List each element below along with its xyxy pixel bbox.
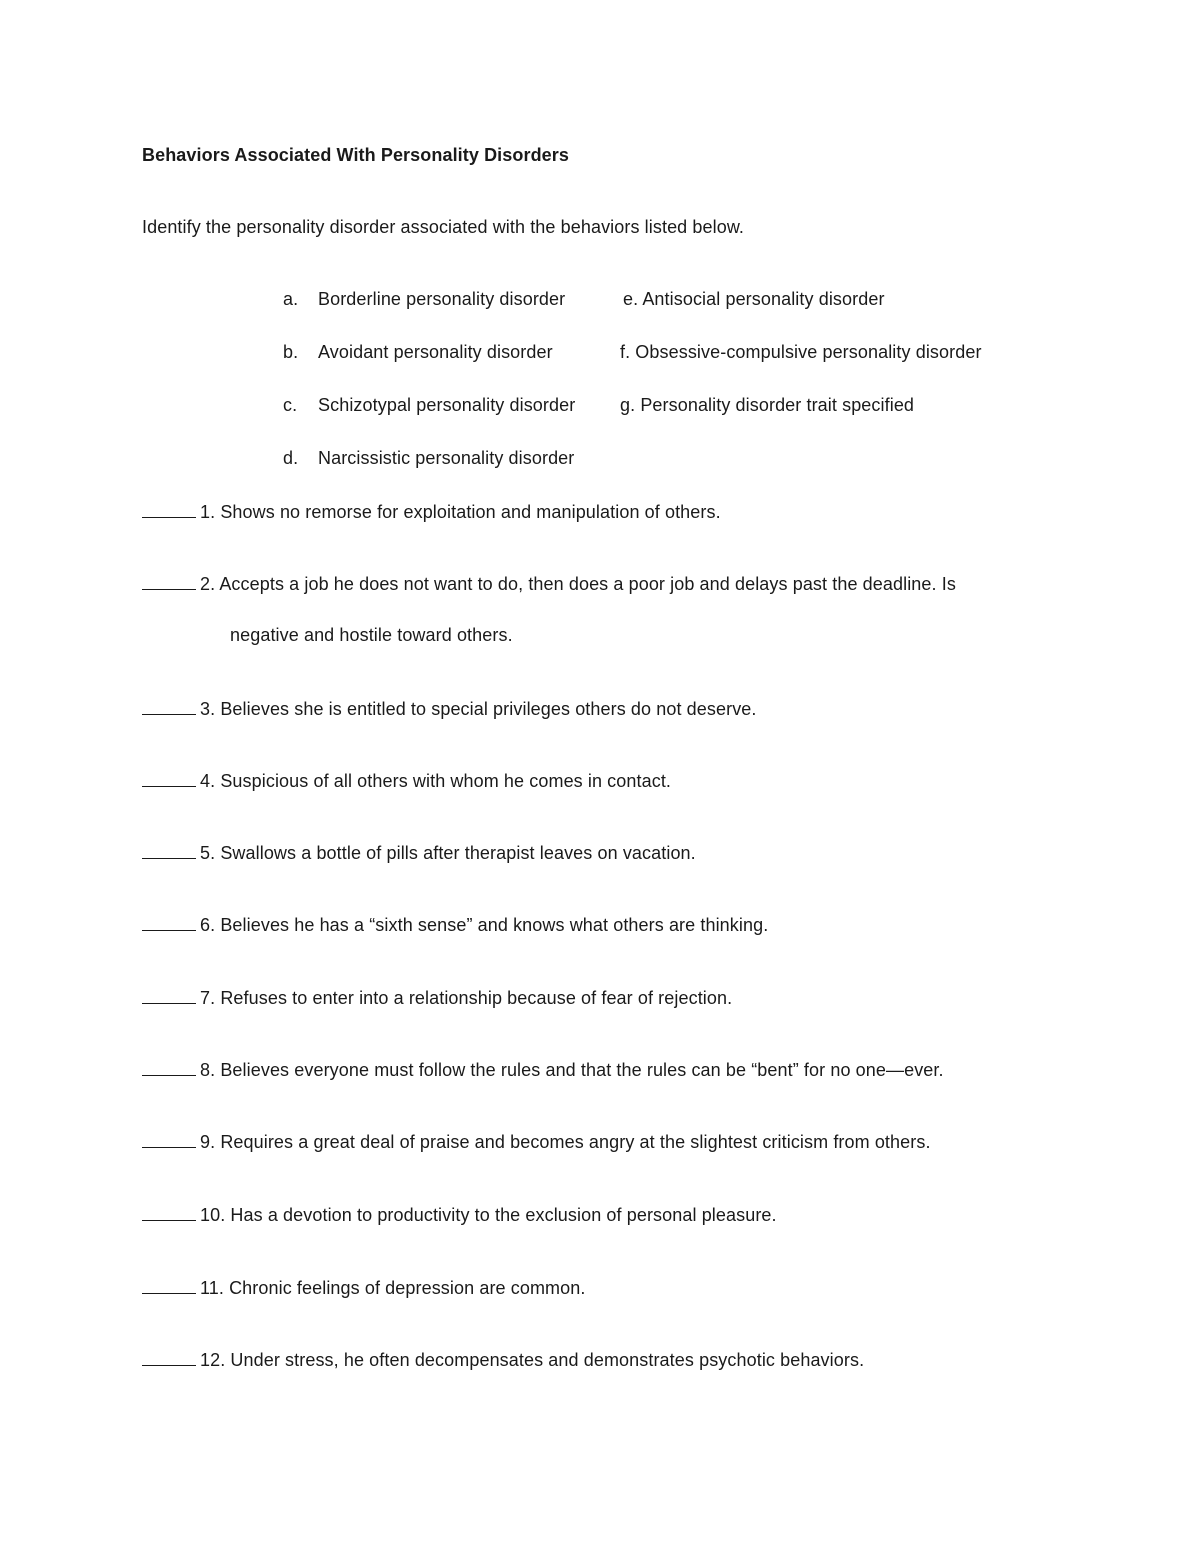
answer-blank[interactable] bbox=[142, 698, 196, 715]
question-text: 6. Believes he has a “sixth sense” and knows what others are thinking. bbox=[200, 915, 769, 935]
question-11 bbox=[142, 1277, 585, 1299]
option-e: e. Antisocial personality disorder bbox=[623, 289, 885, 309]
question-4 bbox=[142, 770, 671, 792]
question-text: 2. Accepts a job he does not want to do, then does a poor job and delays past the deadline. Is bbox=[200, 574, 956, 594]
question-text: 5. Swallows a bottle of pills after therapist leaves on vacation. bbox=[200, 843, 696, 863]
question-text: 4. Suspicious of all others with whom he comes in contact. bbox=[200, 771, 672, 791]
question-10 bbox=[142, 1204, 777, 1226]
answer-blank[interactable] bbox=[142, 914, 196, 931]
option-text: Avoidant personality disorder bbox=[318, 342, 553, 362]
question-9 bbox=[142, 1131, 931, 1153]
answer-blank[interactable] bbox=[142, 770, 196, 787]
question-text: 8. Believes everyone must follow the rules and that the rules can be “bent” for no one—ever. bbox=[200, 1060, 944, 1080]
option-text: Narcissistic personality disorder bbox=[318, 448, 575, 468]
answer-blank[interactable] bbox=[142, 1204, 196, 1221]
answer-blank[interactable] bbox=[142, 1059, 196, 1076]
question-5 bbox=[142, 842, 696, 864]
question-2 bbox=[142, 573, 956, 595]
question-text: 9. Requires a great deal of praise and becomes angry at the slightest criticism from others. bbox=[200, 1132, 931, 1152]
question-text: 12. Under stress, he often decompensates and demonstrates psychotic behaviors. bbox=[200, 1350, 865, 1370]
question-text: 10. Has a devotion to productivity to the exclusion of personal pleasure. bbox=[200, 1205, 777, 1225]
page-title: Behaviors Associated With Personality Disorders bbox=[142, 145, 570, 165]
question-text: 7. Refuses to enter into a relationship because of fear of rejection. bbox=[200, 988, 733, 1008]
question-text: 11. Chronic feelings of depression are common. bbox=[200, 1278, 586, 1298]
question-6 bbox=[142, 914, 768, 936]
option-text: Schizotypal personality disorder bbox=[318, 395, 576, 415]
option-letter: d. bbox=[283, 448, 299, 468]
question-2-continuation: negative and hostile toward others. bbox=[230, 625, 513, 645]
question-7 bbox=[142, 987, 732, 1009]
answer-blank[interactable] bbox=[142, 1277, 196, 1294]
answer-blank[interactable] bbox=[142, 501, 196, 518]
option-c bbox=[283, 395, 575, 416]
question-text: 3. Believes she is entitled to special privileges others do not deserve. bbox=[200, 699, 757, 719]
instructions: Identify the personality disorder associated with the behaviors listed below. bbox=[142, 217, 745, 237]
question-8 bbox=[142, 1059, 944, 1081]
option-a bbox=[283, 289, 565, 310]
option-f: f. Obsessive-compulsive personality disorder bbox=[620, 342, 982, 362]
option-g: g. Personality disorder trait specified bbox=[620, 395, 915, 415]
question-1 bbox=[142, 501, 721, 523]
option-b bbox=[283, 342, 553, 363]
answer-blank[interactable] bbox=[142, 987, 196, 1004]
question-12 bbox=[142, 1349, 864, 1371]
answer-blank[interactable] bbox=[142, 1131, 196, 1148]
option-letter: c. bbox=[283, 395, 298, 415]
question-text: 1. Shows no remorse for exploitation and manipulation of others. bbox=[200, 502, 721, 522]
option-letter: a. bbox=[283, 289, 299, 309]
answer-blank[interactable] bbox=[142, 1349, 196, 1366]
question-3 bbox=[142, 698, 757, 720]
answer-blank[interactable] bbox=[142, 573, 196, 590]
option-letter: b. bbox=[283, 342, 299, 362]
option-d bbox=[283, 448, 574, 469]
option-text: Borderline personality disorder bbox=[318, 289, 566, 309]
answer-blank[interactable] bbox=[142, 842, 196, 859]
